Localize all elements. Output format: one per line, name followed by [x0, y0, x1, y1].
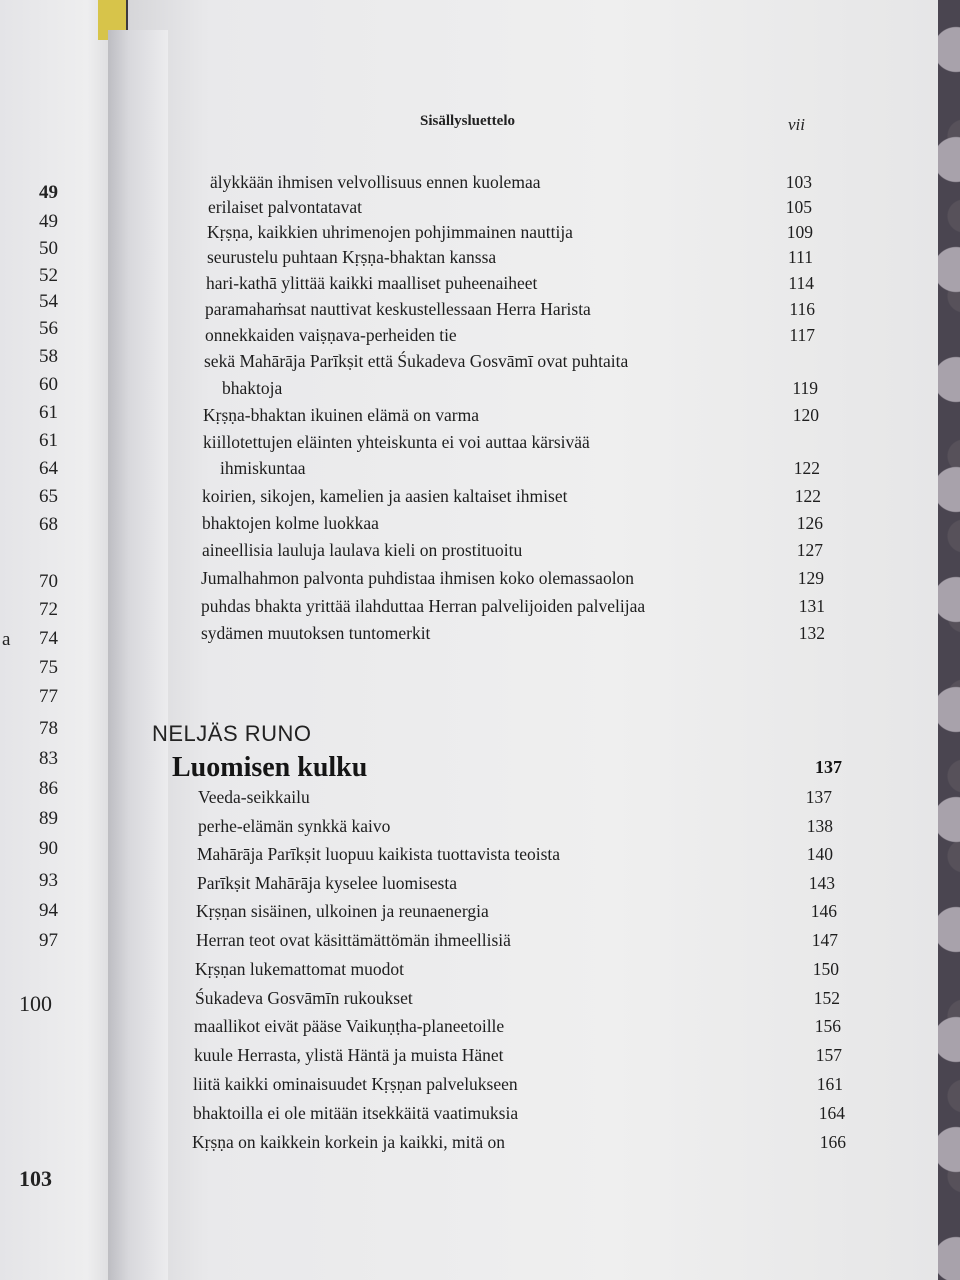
toc-entry-title: Śukadeva Gosvāmīn rukoukset [195, 988, 413, 1008]
toc-entry-page: 126 [796, 513, 823, 533]
toc-entry-page: 147 [811, 930, 838, 950]
toc-entry-page: 157 [815, 1045, 842, 1065]
toc-entry-page: 119 [792, 378, 818, 398]
left-page-number: 49 [39, 211, 58, 232]
toc-entry-page: 132 [798, 623, 825, 643]
left-page-number: 77 [39, 686, 58, 707]
toc-entry-page: 129 [797, 568, 824, 588]
toc-entry-page: 140 [806, 844, 833, 864]
toc-entry-title: sydämen muutoksen tuntomerkit [201, 623, 431, 643]
toc-entry-title: Mahārāja Parīkṣit luopuu kaikista tuottavista teoista [197, 844, 561, 864]
toc-entry-page: 109 [786, 222, 813, 242]
toc-entry-title: hari-kathā ylittää kaikki maalliset puheenaiheet [206, 273, 538, 293]
left-page-number: 94 [39, 900, 58, 921]
left-page-number: 89 [39, 808, 58, 829]
toc-entry-title: bhaktoja [222, 378, 283, 398]
toc-entry-page: 131 [798, 596, 825, 616]
toc-entry-title: älykkään ihmisen velvollisuus ennen kuolemaa [210, 172, 541, 192]
left-page-number: 68 [39, 514, 58, 535]
toc-entry-title: ihmiskuntaa [220, 458, 306, 478]
toc-entry-page: 120 [792, 405, 819, 425]
toc-entry-page: 161 [816, 1074, 843, 1094]
chapter-page-number: 137 [815, 757, 842, 777]
left-page-number: 93 [39, 870, 58, 891]
toc-entry-title: puhdas bhakta yrittää ilahduttaa Herran palvelijoiden palvelijaa [201, 596, 646, 616]
toc-entry-title: onnekkaiden vaiṣṇava-perheiden tie [205, 325, 457, 345]
left-page-number: 100 [19, 991, 52, 1016]
toc-entry-title: Jumalhahmon palvonta puhdistaa ihmisen koko olemassaolon [201, 568, 635, 588]
left-page-number: 103 [19, 1166, 52, 1191]
toc-entry-title: Herran teot ovat käsittämättömän ihmeellisiä [196, 930, 511, 950]
left-page-number: 70 [39, 571, 58, 592]
chapter-title: Luomisen kulku [172, 752, 368, 783]
left-page-number: 83 [39, 748, 58, 769]
left-page-number: 64 [39, 458, 58, 479]
section-label: NELJÄS RUNO [152, 721, 312, 746]
toc-entry-page: 164 [818, 1103, 845, 1123]
left-page-number: 74 [39, 628, 58, 649]
left-page-number: 61 [39, 430, 58, 451]
left-page-number: 49 [39, 182, 58, 203]
toc-entry-title: kiillotettujen eläinten yhteiskunta ei voi auttaa kärsivää [203, 432, 590, 452]
left-page-number: 78 [39, 718, 58, 739]
left-page-number: 56 [39, 318, 58, 339]
toc-entry-title: aineellisia lauluja laulava kieli on prostituoitu [202, 540, 523, 560]
toc-entry-page: 146 [810, 901, 837, 921]
toc-entry-title: koirien, sikojen, kamelien ja aasien kaltaiset ihmiset [202, 486, 568, 506]
toc-entry-title: bhaktojen kolme luokkaa [202, 513, 379, 533]
left-page-number: 65 [39, 486, 58, 507]
left-page-number: 50 [39, 238, 58, 259]
toc-entry-page: 116 [789, 299, 815, 319]
toc-entry-page: 103 [785, 172, 812, 192]
toc-entry-page: 150 [812, 959, 839, 979]
toc-entry-title: Kṛṣṇa-bhaktan ikuinen elämä on varma [203, 405, 480, 425]
toc-entry-title: Parīkṣit Mahārāja kyselee luomisesta [197, 873, 457, 893]
toc-entry-title: Kṛṣṇan lukemattomat muodot [195, 959, 404, 979]
toc-entry-page: 105 [785, 197, 812, 217]
page-header-title: Sisällysluettelo [420, 113, 516, 129]
toc-entry-title: bhaktoilla ei ole mitään itsekkäitä vaatimuksia [193, 1103, 519, 1123]
left-page-number: 86 [39, 778, 58, 799]
left-page-number: 52 [39, 265, 58, 286]
left-page-number: 54 [39, 291, 58, 312]
toc-entry-title: erilaiset palvontatavat [208, 197, 363, 217]
toc-entry-page: 122 [793, 458, 820, 478]
toc-entry-title: Kṛṣṇan sisäinen, ulkoinen ja reunaenergia [196, 901, 489, 921]
toc-entry-title: perhe-elämän synkkä kaivo [198, 816, 391, 836]
toc-entry-page: 114 [788, 273, 814, 293]
left-page-number: 72 [39, 599, 58, 620]
toc-entry-title: liitä kaikki ominaisuudet Kṛṣṇan palvelukseen [193, 1074, 518, 1094]
toc-entry-title: maallikot eivät pääse Vaikuṇṭha-planeetoille [194, 1016, 505, 1036]
toc-entry-page: 156 [814, 1016, 841, 1036]
left-page-number: 61 [39, 402, 58, 423]
left-page-number: 97 [39, 930, 58, 951]
toc-entry-title: Kṛṣṇa, kaikkien uhrimenojen pohjimmainen nauttija [207, 222, 573, 242]
toc-entry-title: seurustelu puhtaan Kṛṣṇa-bhaktan kanssa [207, 247, 497, 267]
toc-entry-page: 111 [788, 247, 813, 267]
left-page-number: 90 [39, 838, 58, 859]
left-page-number: 75 [39, 657, 58, 678]
left-page-number: 60 [39, 374, 58, 395]
toc-entry-title: Veeda-seikkailu [198, 787, 310, 807]
toc-entry-page: 166 [819, 1132, 846, 1152]
toc-entry-title: paramahaṁsat nauttivat keskustellessaan Herra Harista [205, 299, 591, 319]
toc-entry-title: sekä Mahārāja Parīkṣit että Śukadeva Gosvāmī ovat puhtaita [204, 351, 629, 371]
toc-entry-page: 152 [813, 988, 840, 1008]
toc-entry-page: 117 [789, 325, 815, 345]
toc-entry-page: 127 [796, 540, 823, 560]
left-page-number: 58 [39, 346, 58, 367]
toc-entry-page: 138 [806, 816, 833, 836]
book-gutter [108, 30, 168, 1280]
page-header-number: vii [788, 115, 805, 134]
toc-entry-title: kuule Herrasta, ylistä Häntä ja muista Hänet [194, 1045, 504, 1065]
toc-entry-page: 122 [794, 486, 821, 506]
toc-entry-page: 137 [805, 787, 832, 807]
left-page-fragment: a [2, 629, 11, 650]
toc-entry-page: 143 [808, 873, 835, 893]
toc-entry-title: Kṛṣṇa on kaikkein korkein ja kaikki, mitä on [192, 1132, 505, 1152]
